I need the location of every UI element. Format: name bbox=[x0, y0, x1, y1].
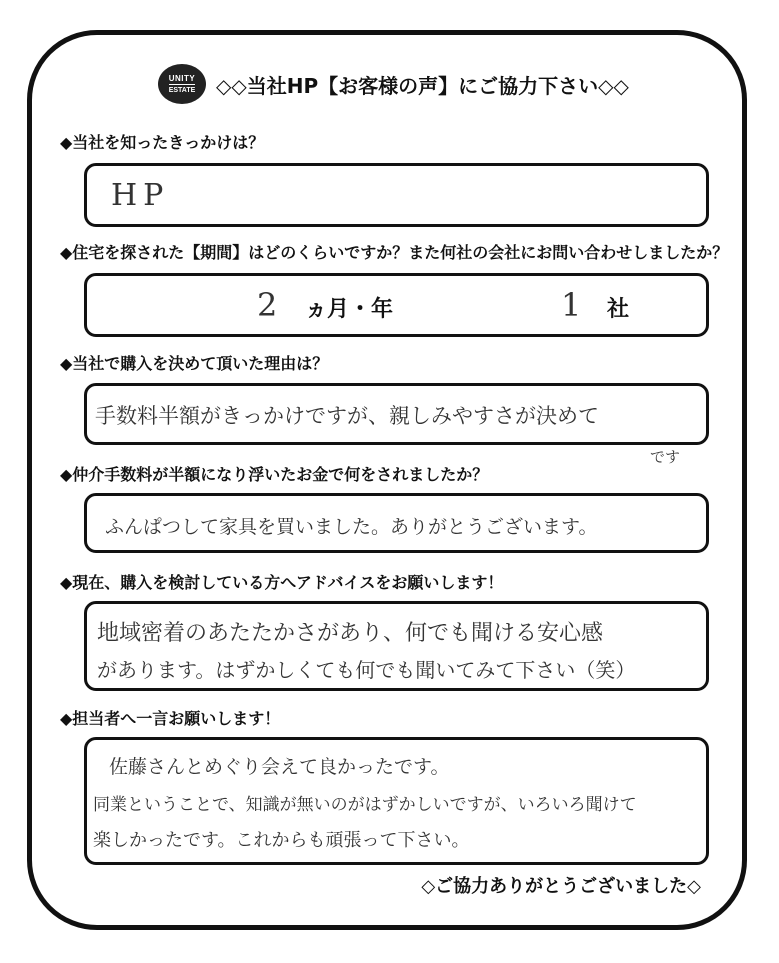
question-4-label: ◆仲介手数料が半額になり浮いたお金で何をされましたか？ bbox=[60, 465, 489, 484]
unity-estate-logo bbox=[158, 64, 206, 104]
answer-3-line-1: 手数料半額がきっかけですが、親しみやすさが決めて bbox=[95, 404, 599, 428]
answer-6-line-2: 同業ということで、知識が無いのがはずかしいですが、いろいろ聞けて bbox=[93, 795, 637, 815]
form-header bbox=[158, 64, 629, 104]
answer-3-box bbox=[84, 383, 709, 445]
question-3-label: ◆当社で購入を決めて頂いた理由は？ bbox=[60, 354, 329, 373]
logo-line2: ESTATE bbox=[168, 86, 196, 94]
answer-2-company-value: 1 bbox=[561, 286, 582, 324]
answer-4-text: ふんぱつして家具を買いました。ありがとうございます。 bbox=[105, 516, 598, 538]
answer-3-line-2: です bbox=[650, 448, 681, 466]
answer-2-company-unit: 社 bbox=[607, 297, 630, 322]
answer-2-box bbox=[84, 273, 709, 337]
answer-2-period-value: 2 bbox=[257, 286, 278, 324]
question-1-label: ◆当社を知ったきっかけは？ bbox=[60, 133, 265, 152]
answer-4-box bbox=[84, 493, 709, 553]
answer-2-period-units: ヵ月・年 bbox=[305, 297, 394, 322]
form-title: ◇◇当社HP【お客様の声】にご協力下さい◇◇ bbox=[216, 73, 629, 98]
answer-5-line-2: があります。はずかしくても何でも聞いてみて下さい（笑） bbox=[97, 658, 636, 682]
answer-6-line-3: 楽しかったです。これからも頑張って下さい。 bbox=[93, 830, 470, 851]
answer-5-line-1: 地域密着のあたたかさがあり、何でも聞ける安心感 bbox=[97, 621, 604, 646]
question-2-label: ◆住宅を探された【期間】はどのくらいですか？また何社の会社にお問い合わせしましたか？ bbox=[60, 243, 729, 262]
answer-5-box bbox=[84, 601, 709, 691]
thank-you-footer: ◇ご協力ありがとうございました◇ bbox=[421, 876, 701, 897]
answer-1-box bbox=[84, 163, 709, 227]
answer-6-box bbox=[84, 737, 709, 865]
answer-1-text: HP bbox=[111, 178, 170, 213]
question-5-label: ◆現在、購入を検討している方へアドバイスをお願いします！ bbox=[60, 573, 504, 592]
answer-6-line-1: 佐藤さんとめぐり会えて良かったです。 bbox=[109, 756, 450, 778]
logo-line1: UNITY bbox=[168, 73, 196, 83]
question-6-label: ◆担当者へ一言お願いします！ bbox=[60, 709, 281, 728]
